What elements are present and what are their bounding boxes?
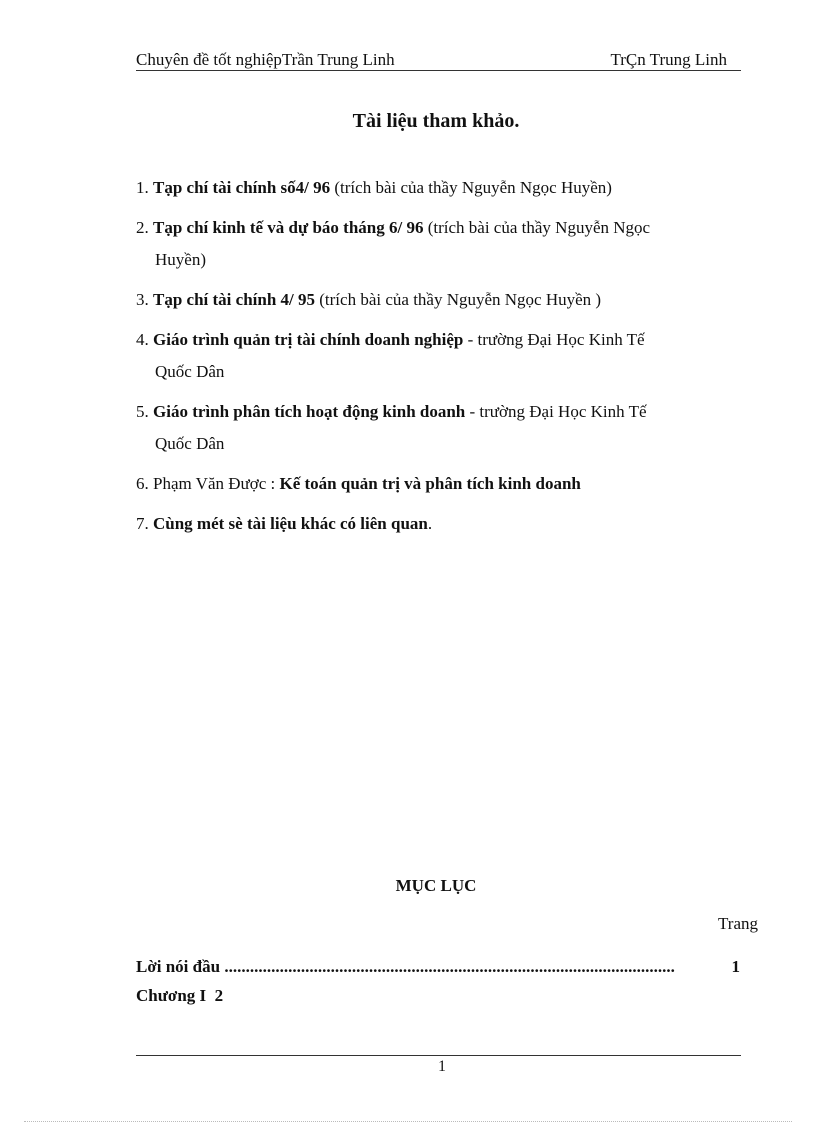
reference-continuation: Huyền): [155, 250, 206, 269]
header-left-text: Chuyên đề tốt nghiệpTrần Trung Linh: [136, 50, 395, 69]
reference-note: (trích bài của thầy Nguyễn Ngọc Huyền): [330, 178, 612, 197]
reference-number: 3.: [136, 290, 149, 309]
toc-page-label: Trang: [718, 914, 758, 933]
reference-title: Giáo trình quản trị tài chính doanh nghiệp: [153, 330, 464, 349]
reference-title: Cùng mét sè tài liệu khác có liên quan: [153, 514, 428, 533]
reference-number: 6.: [136, 474, 149, 493]
page-number: 1: [438, 1058, 446, 1075]
references-title: Tài liệu tham khảo.: [352, 110, 520, 132]
toc-leader-dots: ..........................................................................................................: [224, 957, 675, 976]
reference-item: [136, 212, 740, 276]
footer-rule: [136, 1055, 741, 1056]
reference-continuation: Quốc Dân: [155, 434, 225, 453]
reference-number: 1.: [136, 178, 149, 197]
toc-entry: [136, 957, 740, 977]
reference-note: - trường Đại Học Kinh Tế: [463, 330, 645, 349]
page-boundary: [24, 1121, 792, 1122]
reference-continuation: Quốc Dân: [155, 362, 225, 381]
reference-title: Tạp chí tài chính 4/ 95: [153, 290, 316, 309]
reference-title: Kế toán quản trị và phân tích kinh doanh: [279, 474, 581, 493]
reference-note: (trích bài của thầy Nguyễn Ngọc Huyền ): [315, 290, 602, 309]
reference-number: 4.: [136, 330, 149, 349]
references-list: [136, 172, 740, 548]
toc-entry-page: 1: [731, 957, 740, 976]
reference-item: [136, 508, 740, 540]
reference-item: [136, 284, 740, 316]
toc-title: MỤC LỤC: [395, 876, 477, 895]
header-right-text: TrÇn Trung Linh: [610, 50, 727, 69]
reference-item: [136, 172, 740, 204]
reference-number: 5.: [136, 402, 149, 421]
reference-item: [136, 396, 740, 460]
reference-number: 7.: [136, 514, 149, 533]
page-header: [136, 48, 741, 71]
reference-note: .: [427, 514, 433, 533]
reference-number: 2.: [136, 218, 149, 237]
reference-note: (trích bài của thầy Nguyễn Ngọc: [423, 218, 651, 237]
reference-title: Tạp chí kinh tế và dự báo tháng 6/ 96: [153, 218, 424, 237]
reference-item: [136, 324, 740, 388]
reference-title: Giáo trình phân tích hoạt động kinh doanh: [153, 402, 466, 421]
toc-entry-label: Lời nói đầu: [136, 957, 225, 976]
reference-title: Tạp chí tài chính số4/ 96: [153, 178, 331, 197]
toc-entry: [136, 986, 740, 1006]
toc-entry-label: Chương I 2: [136, 986, 224, 1005]
reference-item: [136, 468, 740, 500]
reference-author: Phạm Văn Được :: [153, 474, 280, 493]
reference-note: - trường Đại Học Kinh Tế: [465, 402, 647, 421]
